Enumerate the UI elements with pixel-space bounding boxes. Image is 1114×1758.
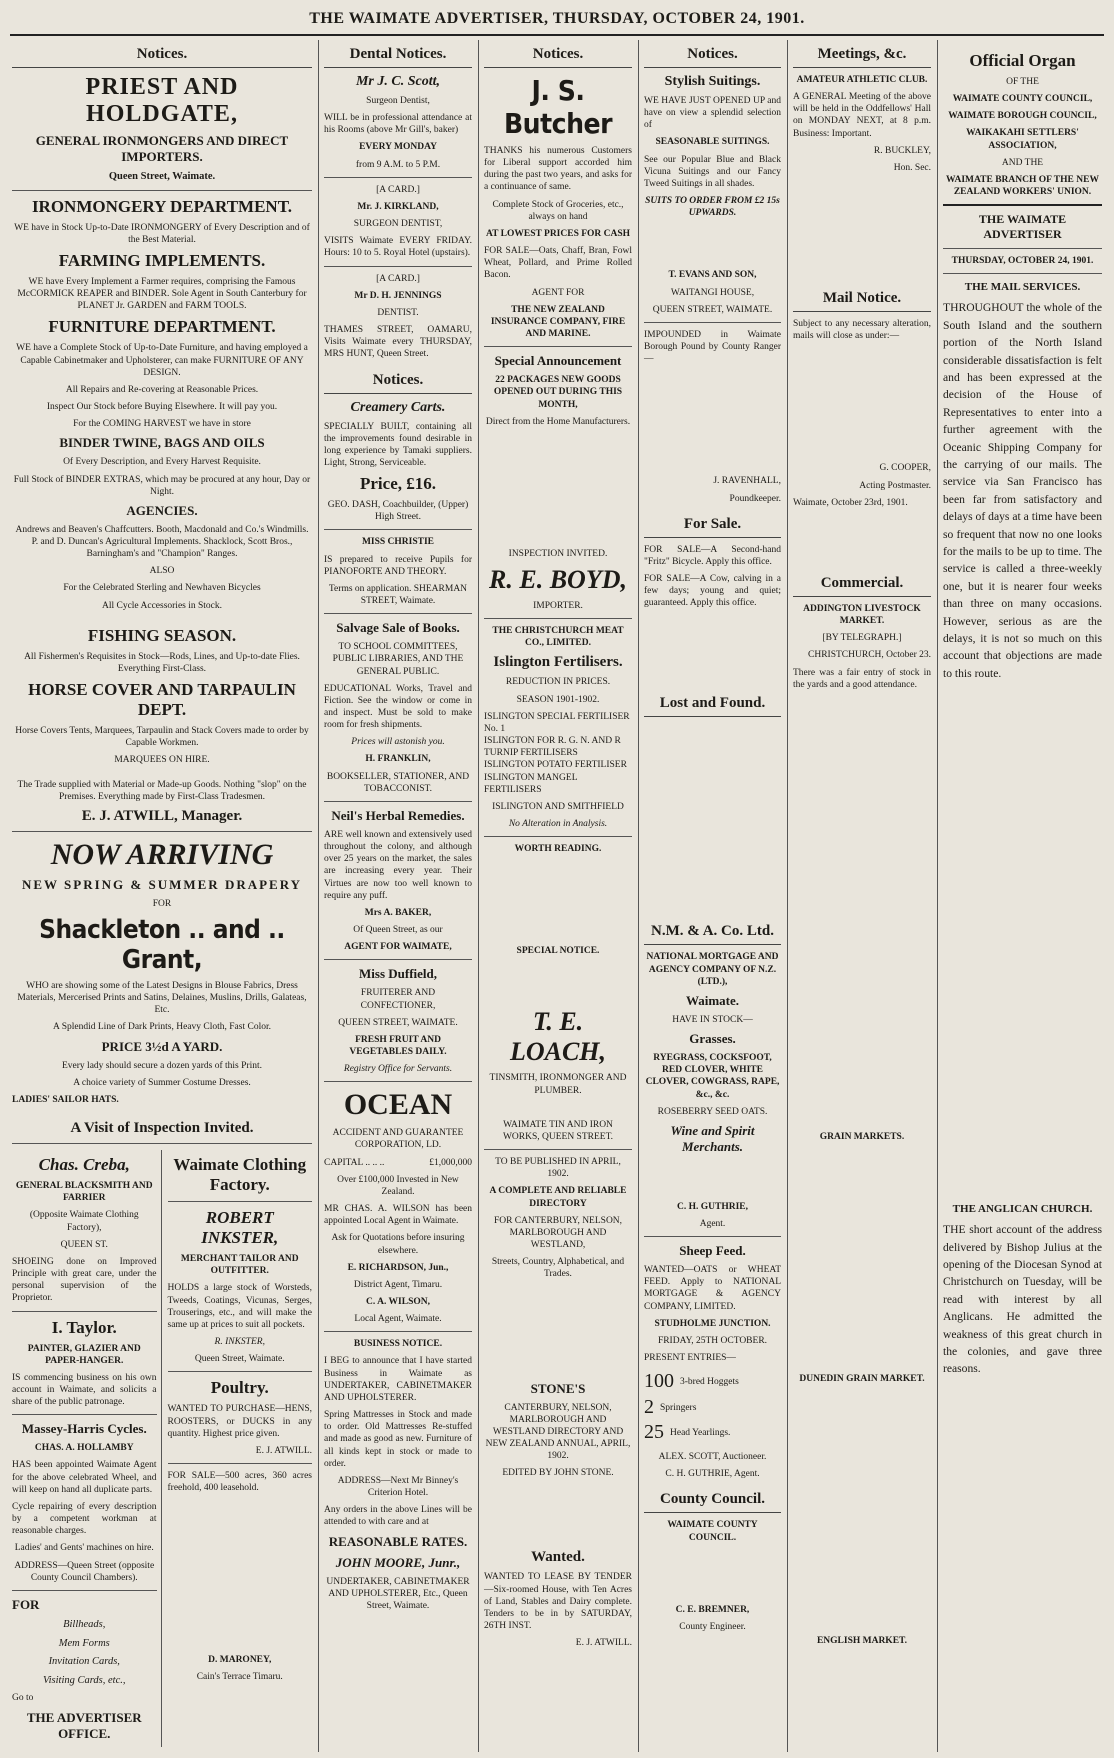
buckley-sub: Hon. Sec. [893, 162, 931, 173]
dept-text: WE have a Complete Stock of Up-to-Date Furniture, and having employed a Capable Cabinetmaker and Upholsterer, can make FURNITURE OF ANY DESIGN. [16, 343, 308, 378]
ryegrass: RYEGRASS, COCKSFOOT, RED CLOVER, WHITE CLOVER, COWGRASS, RAPE, &c., &c. [645, 1053, 780, 1100]
visiting-cards: Visiting Cards, etc., [42, 1674, 126, 1686]
nmco-heading: N.M. & A. Co. Ltd. [644, 917, 781, 945]
worth-reading: WORTH READING. [514, 844, 602, 855]
guthrie-sub: Agent. [699, 1219, 726, 1229]
binder-heading: BINDER TWINE, BAGS AND OILS [59, 435, 265, 451]
cycle-accessories: All Cycle Accessories in Stock. [101, 600, 223, 611]
stones-sub: CANTERBURY, NELSON, MARLBOROUGH AND WESTLAND DIRECTORY AND NEW ZEALAND ANNUAL, APRIL, 1902. [485, 1402, 631, 1462]
mail-services-heading: THE MAIL SERVICES. [964, 281, 1081, 294]
mail-heading: Mail Notice. [793, 284, 931, 312]
salvage-heading: Salvage Sale of Books. [336, 620, 460, 636]
card-label: [A CARD.] [376, 184, 420, 195]
fritz-text: FOR SALE—A Second-hand "Fritz" Bicycle. Apply this office. [644, 544, 781, 567]
agencies-also: ALSO [149, 566, 175, 577]
machines-text: Ladies' and Gents' machines on hire. [14, 1543, 154, 1554]
creba-subtitle: GENERAL BLACKSMITH AND FARRIER [15, 1181, 153, 1204]
wanted-text: WANTED TO LEASE BY TENDER—Six-roomed House, with Ten Acres of Land, Stables and Dairy complete. Tenders to be in by SATURDAY, 26TH INST. [484, 1572, 632, 1632]
creba-location: (Opposite Waimate Clothing Factory), [29, 1210, 139, 1233]
business-text-2: Spring Mattresses in Stock and made to order. Old Mattresses Re-stuffed and made as good as new. Furniture of all kinds kept in stock or made to order. [324, 1410, 472, 1469]
invested-note: Over £100,000 Invested in New Zealand. [337, 1174, 459, 1197]
boyd-name: R. E. BOYD, [489, 564, 627, 594]
have-in-stock: HAVE IN STOCK— [672, 1014, 753, 1025]
column-dental [318, 40, 478, 1752]
organ-heading: Official Organ [969, 51, 1076, 70]
suitings-text: WE HAVE JUST OPENED UP and have on view a splendid selection of [644, 96, 781, 131]
business-text: I BEG to announce that I have started Business in Waimate as UNDERTAKER, CABINETMAKER AND UPHOLSTERER. [324, 1356, 472, 1403]
richardson-sub: District Agent, Timaru. [353, 1279, 443, 1290]
inkster-signature: R. INKSTER, [214, 1337, 265, 1348]
salvage-to: TO SCHOOL COMMITTEES, PUBLIC LIBRARIES, AND THE GENERAL PUBLIC. [332, 642, 464, 677]
cooper-name: G. COOPER, [879, 463, 931, 474]
marquees-note: MARQUEES ON HIRE. [114, 755, 210, 766]
business-text-3: Any orders in the above Lines will be attended to with care and at [324, 1505, 472, 1528]
christie-terms: Terms on application. SHEARMAN STREET, Waimate. [328, 583, 468, 607]
butcher-text: THANKS his numerous Customers for Liberal support accorded him during the past two years, and asks for a continuance of same. [484, 146, 632, 193]
inkster-name: ROBERT INKSTER, [201, 1208, 279, 1248]
shackleton-text: WHO are showing some of the Latest Designs in Blouse Fabrics, Dress Materials, Mercerised Prints and Satins, Delaines, Muslins, Drills, Galateas, Etc. [17, 981, 307, 1016]
organ-item: WAIMATE COUNTY COUNCIL, [952, 94, 1093, 105]
ravenhall-sub: Poundkeeper. [729, 493, 781, 504]
column-notices-3 [478, 40, 638, 1752]
inkster-subtitle: MERCHANT TAILOR AND OUTFITTER. [180, 1254, 299, 1277]
duffield-address: QUEEN STREET, WAIMATE. [338, 1017, 458, 1028]
hollamby-text: HAS been appointed Waimate Agent for the above celebrated Wheel, and will keep on hand all duplicate parts. [12, 1460, 157, 1495]
commercial-heading: Commercial. [793, 569, 931, 597]
creamery-heading: Creamery Carts. [350, 399, 446, 415]
poultry-signature: E. J. ATWILL. [255, 1445, 312, 1456]
creba-street: QUEEN ST. [60, 1239, 108, 1250]
for-label: FOR [12, 1596, 40, 1612]
sheep-text: WANTED—OATS or WHEAT FEED. Apply to NATIONAL MORTGAGE & AGENCY COMPANY, LIMITED. [644, 1265, 781, 1312]
cow-text: FOR SALE—A Cow, calving in a few days; young and quiet; guaranteed. Apply this office. [644, 573, 781, 609]
no-alteration: No Alteration in Analysis. [508, 819, 608, 829]
dept-heading: FURNITURE DEPARTMENT. [48, 317, 276, 337]
entry-count: 25 [644, 1421, 664, 1444]
forsale-text: FOR SALE—500 acres, 360 acres freehold, 400 leasehold. [167, 1470, 312, 1494]
reduction: REDUCTION IN PRICES. [505, 677, 611, 688]
left-subcolumn [12, 1150, 162, 1746]
billheads: Billheads, [63, 1618, 106, 1630]
baker-sub: Of Queen Street, as our [353, 925, 443, 936]
buckley-name: R. BUCKLEY, [873, 145, 931, 156]
jennings-subtitle: DENTIST. [377, 307, 419, 318]
roseberry: ROSEBERRY SEED OATS. [657, 1106, 768, 1117]
wanted-signature: E. J. ATWILL. [575, 1638, 632, 1649]
moore-subtitle: UNDERTAKER, CABINETMAKER AND UPHOLSTERER, Etc., Queen Street, Waimate. [326, 1576, 470, 1611]
anglican-heading: THE ANGLICAN CHURCH. [952, 1203, 1093, 1216]
address-text: ADDRESS—Queen Street (opposite County Council Chambers). [14, 1560, 155, 1583]
christchurch-meat: THE CHRISTCHURCH MEAT CO., LIMITED. [492, 626, 624, 649]
harvest-note: For the COMING HARVEST we have in store [73, 419, 251, 430]
seasonable: SEASONABLE SUITINGS. [655, 137, 770, 148]
jennings-text: THAMES STREET, OAMARU, Visits Waimate every THURSDAY, MRS HUNT, Queen Street. [324, 325, 472, 360]
scott-monday: EVERY MONDAY [359, 142, 437, 153]
fishing-heading: FISHING SEASON. [87, 625, 237, 645]
fishing-text: All Fishermen's Requisites in Stock—Rods, Lines, and Up-to-date Flies. Everything First-Class. [24, 651, 300, 674]
kirkland-subtitle: SURGEON DENTIST, [353, 219, 443, 230]
directory-sub: FOR CANTERBURY, NELSON, MARLBOROUGH AND WESTLAND, [493, 1215, 623, 1251]
firm-subtitle: GENERAL IRONMONGERS AND DIRECT IMPORTERS. [35, 133, 289, 164]
entry-row [644, 1420, 781, 1446]
creba-name: Chas. Creba, [38, 1155, 130, 1175]
market-text: There was a fair entry of stock in the yards and a good attendance. [793, 667, 931, 690]
fertiliser-list [484, 711, 632, 796]
column-header: Notices. [644, 40, 781, 68]
entry-label: Head Yearlings. [670, 1428, 731, 1439]
column-header: Notices. [484, 40, 632, 68]
impounded-text: IMPOUNDED in Waimate Borough Pound by County Ranger— [644, 329, 781, 365]
jennings-name: Mr D. H. JENNINGS [354, 290, 442, 301]
mail-date: Waimate, October 23rd, 1901. [793, 497, 908, 508]
dept-text: WE have Every Implement a Farmer requires, comprising the Famous McCORMICK REAPER and BINDER. Sole Agent in South Canterbury for PLANET Jr. GARDEN and FARM TOOLS. [17, 276, 307, 312]
organ-item: WAIKAKAHI SETTLERS' ASSOCIATION, [966, 128, 1079, 151]
for-label: FOR [152, 898, 172, 909]
guthrie-name: C. H. GUTHRIE, [677, 1201, 748, 1212]
masthead-rule [10, 34, 1104, 36]
direct-text: Direct from the Home Manufacturers. [485, 416, 631, 427]
maroney-name: D. MARONEY, [208, 1655, 272, 1666]
right-subcolumn [168, 1150, 313, 1746]
price-heading: Price, £16. [360, 474, 436, 494]
wilson-sub: Local Agent, Waimate. [354, 1314, 442, 1325]
grain-heading: GRAIN MARKETS. [819, 1131, 905, 1142]
evans-address: QUEEN STREET, WAIMATE. [652, 304, 773, 315]
nmco-subtitle: NATIONAL MORTGAGE AND AGENCY COMPANY OF N.Z. (LTD.), [646, 952, 779, 987]
loach-subtitle: TINSMITH, IRONMONGER AND PLUMBER. [489, 1073, 627, 1096]
maroney-address: Cain's Terrace Timaru. [196, 1672, 283, 1683]
dash-signature: GEO. DASH, Coachbuilder, (Upper) High Street. [327, 500, 469, 523]
smithfield: ISLINGTON AND SMITHFIELD [492, 801, 624, 812]
importer: IMPORTER. [533, 600, 583, 611]
special-heading: Special Announcement [494, 353, 622, 369]
bremner-name: C. E. BREMNER, [675, 1604, 750, 1615]
of-the: OF THE [1006, 77, 1039, 87]
factory-heading: Waimate Clothing Factory. [173, 1155, 307, 1195]
guthrie-agent: C. H. GUTHRIE, Agent. [665, 1469, 760, 1480]
special-notice: SPECIAL NOTICE. [516, 946, 600, 957]
duffield-subtitle: FRUITERER AND CONFECTIONER, [360, 988, 436, 1011]
athletic-text: A GENERAL Meeting of the above will be held in the Oddfellows' Hall on MONDAY NEXT, at 8 p.m. Business: Important. [793, 92, 931, 139]
suits-to-order: SUITS TO ORDER FROM £2 15s UPWARDS. [645, 196, 780, 219]
bremner-sub: County Engineer. [679, 1621, 746, 1632]
column-meetings [787, 40, 937, 1752]
column-notices-1 [6, 40, 318, 1752]
manager-signature: E. J. ATWILL, Manager. [81, 807, 243, 824]
wine-heading: Wine and Spirit Merchants. [670, 1122, 755, 1154]
moore-name: JOHN MOORE, Junr., [335, 1554, 461, 1570]
business-heading: BUSINESS NOTICE. [353, 1339, 443, 1350]
evans-house: WAITANGI HOUSE, [670, 287, 755, 298]
massey-heading: Massey-Harris Cycles. [21, 1421, 147, 1437]
inkster-text: HOLDS a large stock of Worsteds, Tweeds, Coatings, Vicunas, Serges, Trouserings, etc., and will make the same up at prices to suit all pockets. [167, 1283, 312, 1330]
edited-by: EDITED BY JOHN STONE. [502, 1468, 614, 1479]
suitings-heading: Stylish Suitings. [664, 74, 761, 89]
sheep-heading: Sheep Feed. [679, 1243, 746, 1259]
masthead: THE WAIMATE ADVERTISER, THURSDAY, OCTOBER 24, 1901. [309, 10, 805, 27]
scott-name: Mr J. C. Scott, [355, 74, 440, 89]
costume-note: A choice variety of Summer Costume Dresses. [73, 1077, 251, 1088]
franklin-subtitle: BOOKSELLER, STATIONER, AND TOBACCONIST. [326, 771, 470, 794]
binder-subtitle: Of Every Description, and Every Harvest Requisite. [63, 457, 261, 468]
column-notices-4 [638, 40, 787, 1752]
paper-title: THE WAIMATE ADVERTISER [978, 212, 1067, 242]
goto: Go to [12, 1693, 34, 1704]
capital-label: CAPITAL .. .. .. [324, 1157, 385, 1168]
section-header: Notices. [324, 366, 472, 394]
ocean-subtitle: ACCIDENT AND GUARANTEE CORPORATION, LD. [332, 1128, 464, 1151]
fresh-fruit: FRESH FRUIT AND VEGETABLES DAILY. [349, 1034, 447, 1057]
groceries: Complete Stock of Groceries, etc., always on hand [492, 199, 624, 222]
invitation-cards: Invitation Cards, [48, 1656, 120, 1668]
inspect-note: Inspect Our Stock before Buying Elsewhere. It will pay you. [46, 402, 278, 413]
quote-note: Ask for Quotations before insuring elsewhere. [331, 1233, 465, 1256]
column-header: Notices. [12, 40, 312, 68]
kirkland-text: VISITS Waimate EVERY FRIDAY. Hours: 10 to 5. Royal Hotel (upstairs). [324, 236, 472, 259]
agent-line: AGENT FOR WAIMATE, [344, 942, 452, 953]
directory-heading: A COMPLETE AND RELIABLE DIRECTORY [489, 1186, 627, 1209]
card-label: [A CARD.] [376, 273, 420, 284]
evans-name: T. EVANS AND SON, [668, 270, 757, 281]
wilson-name: C. A. WILSON, [366, 1297, 430, 1307]
studholme: STUDHOLME JUNCTION. [654, 1318, 771, 1329]
agent-for: AGENT FOR [531, 287, 585, 298]
creba-text: SHOEING done on Improved Principle with great care, under the personal supervision of the Proprietor. [12, 1256, 157, 1304]
packages-text: 22 PACKAGES NEW GOODS OPENED OUT DURING THIS MONTH, [493, 375, 623, 410]
neil-heading: Neil's Herbal Remedies. [331, 807, 465, 823]
county-sub: WAIMATE COUNTY COUNCIL. [667, 1520, 758, 1543]
christie-text: IS prepared to receive Pupils for PIANOFORTE AND THEORY. [324, 554, 472, 577]
organ-item: WAIMATE BOROUGH COUNCIL, [948, 111, 1097, 122]
insurance-company: THE NEW ZEALAND INSURANCE COMPANY, FIRE AND MARINE. [490, 304, 626, 340]
sailor-hats: LADIES' SAILOR HATS. [12, 1094, 119, 1105]
suitings-text-2: See our Popular Blue and Black Vicuna Suitings and our Fancy Tweed Suitings in all shades. [644, 154, 781, 189]
scott-hours: from 9 A.M. to 5 P.M. [355, 159, 441, 170]
registry-office: Registry Office for Servants. [343, 1064, 453, 1075]
horse-heading: HORSE COVER AND TARPAULIN DEPT. [28, 680, 296, 720]
inspection-invited: INSPECTION INVITED. [508, 548, 608, 559]
loach-works: WAIMATE TIN AND IRON WORKS, QUEEN STREET. [502, 1119, 614, 1142]
creamery-text: SPECIALLY BUILT, containing all the improvements found desirable in long experience by Tamaki suppliers. Light, Strong, Serviceable. [324, 421, 472, 468]
dept-text: WE have in Stock Up-to-Date IRONMONGERY of Every Description and of the Best Material. [14, 222, 310, 245]
entry-row [644, 1369, 781, 1395]
christchurch-dateline: CHRISTCHURCH, October 23. [808, 650, 931, 661]
entry-count: 100 [644, 1370, 674, 1393]
ocean-heading: OCEAN [343, 1088, 453, 1122]
stones-heading: STONE'S [530, 1380, 586, 1396]
county-heading: County Council. [644, 1485, 781, 1513]
inkster-address: Queen Street, Waimate. [194, 1354, 285, 1365]
dept-heading: FARMING IMPLEMENTS. [58, 250, 266, 270]
trade-text: The Trade supplied with Material or Made-up Goods. Nothing "slop" on the Premises. Everything made by First-Class Tradesmen. [17, 779, 307, 802]
franklin-name: H. FRANKLIN, [365, 754, 431, 765]
issue-date: THURSDAY, OCTOBER 24, 1901. [951, 256, 1094, 267]
duffield-name: Miss Duffield, [359, 966, 437, 982]
advertiser-office: THE ADVERTISER OFFICE. [26, 1709, 142, 1741]
taylor-subtitle: PAINTER, GLAZIER AND PAPER-HANGER. [27, 1343, 141, 1366]
telegraph: [BY TELEGRAPH.] [822, 633, 902, 644]
dark-prints: A Splendid Line of Dark Prints, Heavy Cloth, Fast Color. [53, 1022, 271, 1033]
reasonable-rates: REASONABLE RATES. [328, 1533, 468, 1549]
agencies-heading: AGENCIES. [126, 502, 198, 518]
firm-name: PRIEST AND HOLDGATE, [85, 74, 239, 127]
column-header: Dental Notices. [324, 40, 472, 68]
repair-text: Cycle repairing of every description by a competent workman at reasonable charges. [12, 1501, 157, 1537]
shackleton-grant: Shackleton .. and .. Grant, [39, 915, 285, 976]
season: SEASON 1901-1902. [516, 694, 600, 705]
fertiliser-item: ISLINGTON SPECIAL FERTILISER No. 1 [484, 711, 630, 734]
business-address: ADDRESS—Next Mr Binney's Criterion Hotel. [337, 1475, 459, 1499]
wanted-heading: Wanted. [531, 1549, 585, 1566]
horse-text: Horse Covers Tents, Marquees, Tarpaulin and Stack Covers made to order by Capable Workmen. [15, 726, 309, 749]
present-entries: PRESENT ENTRIES— [644, 1353, 736, 1364]
poultry-heading: Poultry. [210, 1378, 269, 1398]
dept-heading: IRONMONGERY DEPARTMENT. [31, 196, 293, 216]
agencies-text: Andrews and Beaven's Chaffcutters. Booth, Macdonald and Co.'s Windmills. P. and D. Duncan's Agricultural Implements. Shacklock, Scott Bros., Barningham's and "Champion" Ranges. [15, 524, 309, 560]
athletic-heading: AMATEUR ATHLETIC CLUB. [796, 75, 928, 85]
spring-drapery: NEW SPRING & SUMMER DRAPERY [21, 876, 303, 892]
kirkland-name: Mr. J. KIRKLAND, [357, 201, 439, 212]
anglican-body: THE short account of the address delivered by Bishop Julius at the opening of the Diocesan Synod at Christchurch on Tuesday, will be read with interest by all Anglicans. He admitted the weakness of this great church in the colonies, and gave three reasons. [943, 1223, 1102, 1376]
directory-sub-2: Streets, Country, Alphabetical, and Trades. [491, 1257, 625, 1280]
neil-text: ARE well known and extensively used throughout the colony, and although over 25 years on the market, the sales are increasing every year. Their Virtues are now too well known to require any puff. [324, 829, 472, 901]
entry-label: 3-bred Hoggets [680, 1376, 739, 1387]
fertiliser-item: ISLINGTON FOR R. G. N. AND R TURNIP FERTILISERS [484, 736, 621, 759]
entry-label: Springers [660, 1402, 697, 1413]
price-sub: Every lady should secure a dozen yards of this Print. [62, 1060, 262, 1071]
loach-name: T. E. LOACH, [509, 1007, 607, 1067]
entries-list [644, 1369, 781, 1446]
lowest-prices: AT LOWEST PRICES FOR CASH [485, 228, 631, 239]
forsale-text: FOR SALE—Oats, Chaff, Bran, Fowl Wheat, Pollard, and Prime Rolled Bacon. [484, 246, 632, 281]
visit-title: A Visit of Inspection Invited. [70, 1120, 254, 1137]
addington-heading: ADDINGTON LIVESTOCK MARKET. [803, 603, 921, 627]
taylor-text: IS commencing business on his own account in Waimate, and solicits a share of the public patronage. [12, 1372, 157, 1408]
now-arriving-heading: NOW ARRIVING [50, 837, 274, 871]
richardson-name: E. RICHARDSON, Jun., [347, 1262, 449, 1273]
cooper-sub: Acting Postmaster. [859, 480, 931, 491]
islington-heading: Islington Fertilisers. [493, 654, 623, 671]
baker-name: Mrs A. BAKER, [364, 907, 432, 918]
english-heading: ENGLISH MARKET. [816, 1636, 908, 1647]
section-header: Lost and Found. [644, 689, 781, 717]
butcher-name: J. S. Butcher [503, 74, 613, 140]
agencies-bicycles: For the Celebrated Sterling and Newhaven Bicycles [63, 583, 261, 594]
fertiliser-item: ISLINGTON MANGEL FERTILISERS [484, 772, 578, 795]
capital-row [324, 1157, 472, 1169]
mail-services-body: THROUGHOUT the whole of the South Island and the southern portion of the North Island considerable dissatisfaction is felt and has been expressed at the decision of the House of Representatives to enter into a further agreement with the Oceanic Shipping Company for the carrying of our mails. The service via San Francisco has been far from satisfactory and delays of days at a time have been so frequent that now no one looks for the mails to be up to time. The service is called a three-weekly one, but it is nearer four weeks than three on many occasions. However, serious as are the delays, it is not so much on this account that objections are made to this route. [943, 301, 1102, 680]
hollamby-name: CHAS. A. HOLLAMBY [34, 1443, 134, 1454]
binder-extras: Full Stock of BINDER EXTRAS, which may be procured at any hour, Day or Night. [13, 474, 311, 497]
christie-name: MISS CHRISTIE [361, 537, 435, 548]
section-header: For Sale. [644, 510, 781, 538]
price-line: PRICE 3½d A YARD. [101, 1038, 223, 1054]
entry-count: 2 [644, 1395, 654, 1418]
wilson-text: MR CHAS. A. WILSON has been appointed Local Agent in Waimate. [324, 1204, 472, 1227]
entry-row [644, 1395, 781, 1421]
scott-text: WILL be in professional attendance at his Rooms (above Mr Gill's, baker) [324, 113, 472, 136]
salvage-text: EDUCATIONAL Works, Travel and Fiction. See the window or come in and inspect. Must be sold to make room for fresh shipments. [324, 683, 472, 731]
organ-item: WAIMATE BRANCH OF THE NEW ZEALAND WORKERS' UNION. [946, 174, 1099, 198]
published: TO BE PUBLISHED IN APRIL, 1902. [495, 1157, 621, 1180]
fertiliser-item: ISLINGTON POTATO FERTILISER [484, 760, 627, 771]
auctioneer: ALEX. SCOTT, Auctioneer. [658, 1452, 767, 1463]
waimate: Waimate. [685, 992, 740, 1008]
scott-subtitle: Surgeon Dentist, [366, 96, 430, 106]
ravenhall-name: J. RAVENHALL, [713, 476, 781, 487]
astonish: Prices will astonish you. [351, 737, 445, 748]
taylor-name: I. Taylor. [51, 1317, 117, 1337]
dunedin-heading: DUNEDIN GRAIN MARKET. [799, 1373, 925, 1384]
mem-forms: Mem Forms [58, 1637, 110, 1649]
capital-value: £1,000,000 [429, 1157, 472, 1168]
and-the: AND THE [1001, 157, 1044, 168]
friday: FRIDAY, 25TH OCTOBER. [657, 1335, 768, 1346]
repairs-note: All Repairs and Re-covering at Reasonable Prices. [65, 384, 259, 395]
column-editorial [937, 40, 1108, 1752]
poultry-text: WANTED TO PURCHASE—HENS, ROOSTERS, or DUCKS in any quantity. Highest price given. [167, 1404, 312, 1439]
mail-text: Subject to any necessary alteration, mails will close as under:— [793, 319, 931, 342]
grasses: Grasses. [689, 1031, 736, 1047]
column-header: Meetings, &c. [793, 40, 931, 68]
firm-address: Queen Street, Waimate. [108, 171, 216, 182]
